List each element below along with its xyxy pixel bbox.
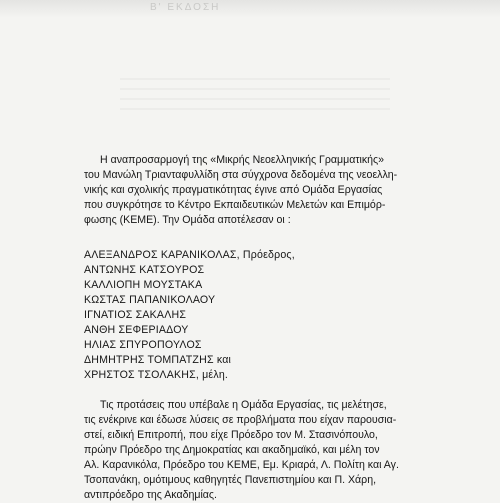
- intro-line: που συγκρότησε το Κέντρο Εκπαιδευτικών Μελετών και Επιμόρ-: [84, 199, 386, 211]
- intro-line: Η αναπροσαρμογή της «Μικρής Νεοελληνικής Γραμματικής»: [100, 154, 385, 166]
- closing-line: αντιπρόεδρο της Ακαδημίας.: [84, 489, 217, 501]
- intro-paragraph: [84, 153, 416, 228]
- closing-line: στεί, ειδική Επιτροπή, που είχε Πρόεδρο τον Μ. Στασινόπουλο,: [84, 429, 378, 441]
- closing-line: τις ενέκρινε και έδωσε λύσεις σε προβλήματα που είχαν παρουσια-: [84, 414, 397, 426]
- closing-paragraph: [84, 398, 416, 503]
- member-name: ΚΩΣΤΑΣ ΠΑΠΑΝΙΚΟΛΑΟΥ: [84, 294, 216, 306]
- working-group-member-list: [84, 248, 295, 383]
- member-name: ΑΝΤΩΝΗΣ ΚΑΤΣΟΥΡΟΣ: [84, 264, 205, 276]
- bleed-through-text-area: [120, 78, 390, 118]
- member-name: ΙΓΝΑΤΙΟΣ ΣΑΚΑΛΗΣ: [84, 309, 187, 321]
- closing-line: Αλ. Καρανικόλα, Πρόεδρο του ΚΕΜΕ, Εμ. Κριαρά, Λ. Πολίτη και Αγ.: [84, 459, 399, 471]
- intro-line: φωσης (ΚΕΜΕ). Την Ομάδα αποτέλεσαν οι :: [84, 214, 291, 226]
- member-name: ΚΑΛΛΙΟΠΗ ΜΟΥΣΤΑΚΑ: [84, 279, 203, 291]
- intro-line: του Μανώλη Τριανταφυλλίδη στα σύγχρονα δεδομένα της νεοελλη-: [84, 169, 398, 181]
- closing-line: πρώην Πρόεδρο της Δημοκρατίας και ακαδημαϊκό, και μέλη τον: [84, 444, 380, 456]
- member-name: ΔΗΜΗΤΡΗΣ ΤΟΜΠΑΤΖΗΣ και: [84, 354, 232, 366]
- member-name: ΧΡΗΣΤΟΣ ΤΣΟΛΑΚΗΣ, μέλη.: [84, 369, 229, 381]
- closing-line: Τσοπανάκη, ομότιμους καθηγητές Πανεπιστημίου και Π. Χάρη,: [84, 474, 377, 486]
- closing-line: Τις προτάσεις που υπέβαλε η Ομάδα Εργασίας, τις μελέτησε,: [100, 399, 387, 411]
- bleed-through-header: Β' ΕΚΔΟΣΗ: [150, 2, 221, 13]
- intro-line: νικής και σχολικής πραγματικότητας έγινε από Ομάδα Εργασίας: [84, 184, 383, 196]
- member-name: ΗΛΙΑΣ ΣΠΥΡΟΠΟΥΛΟΣ: [84, 339, 202, 351]
- member-name: ΑΝΘΗ ΣΕΦΕΡΙΑΔΟΥ: [84, 324, 189, 336]
- scan-top-edge: [0, 0, 500, 18]
- member-name: ΑΛΕΞΑΝΔΡΟΣ ΚΑΡΑΝΙΚΟΛΑΣ, Πρόεδρος,: [84, 249, 295, 261]
